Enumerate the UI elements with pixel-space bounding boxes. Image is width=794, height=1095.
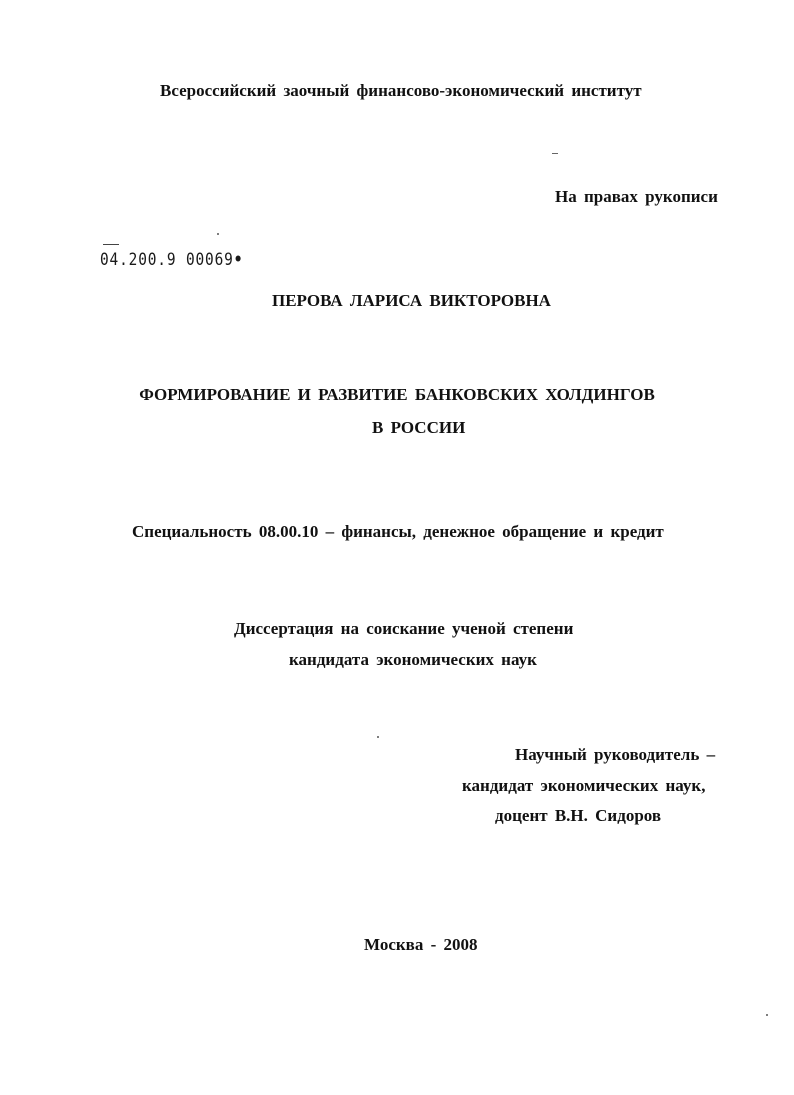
scan-mark: [552, 153, 558, 154]
supervisor-name: доцент В.Н. Сидоров: [495, 806, 662, 825]
archive-stamp: [100, 250, 243, 270]
scan-mark: [766, 1014, 768, 1016]
scan-mark: [217, 233, 219, 235]
specialty: Специальность 08.00.10 – финансы, денежное обращение и кредит: [132, 522, 664, 541]
supervisor-title: Научный руководитель –: [515, 745, 716, 764]
supervisor-degree: кандидат экономических наук,: [462, 776, 706, 795]
stamp-number: 04.200.9 00069: [100, 250, 234, 270]
author-name: ПЕРОВА ЛАРИСА ВИКТОРОВНА: [272, 291, 551, 310]
thesis-title-line1: ФОРМИРОВАНИЕ И РАЗВИТИЕ БАНКОВСКИХ ХОЛДИНГОВ: [139, 385, 655, 404]
thesis-title-line2: В РОССИИ: [372, 418, 466, 437]
institution-name: Всероссийский заочный финансово-экономический институт: [160, 81, 642, 100]
degree-line1: Диссертация на соискание ученой степени: [234, 619, 574, 638]
manuscript-note: На правах рукописи: [555, 187, 718, 206]
scan-mark: [377, 736, 379, 738]
degree-line2: кандидата экономических наук: [289, 650, 537, 669]
city-year: Москва - 2008: [364, 935, 478, 954]
stamp-bar: [103, 244, 119, 245]
stamp-dot-icon: •: [233, 250, 244, 270]
